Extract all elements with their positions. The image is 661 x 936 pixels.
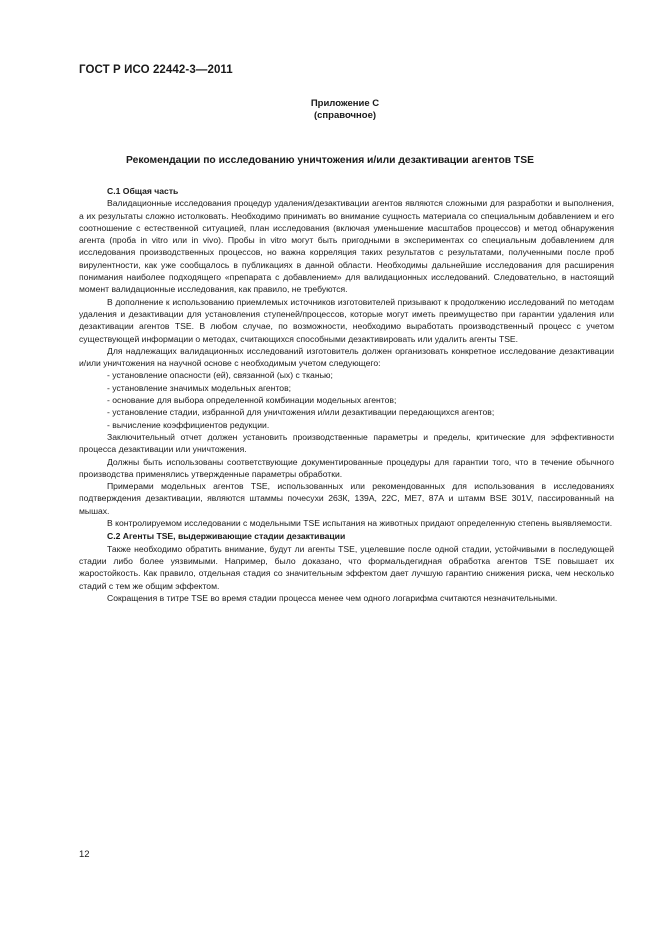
section-heading-c2: С.2 Агенты TSE, выдерживающие стадии дезактивации	[107, 531, 346, 542]
list-item: - установление опасности (ей), связанной (ых) с тканью;	[107, 370, 333, 381]
list-item: - установление значимых модельных агентов;	[107, 382, 292, 393]
annex-title: Приложение С	[310, 98, 380, 109]
paragraph: В дополнение к использованию приемлемых источников изготовителей призывают к продолжению исследований по методам удаления и дезактивации для установления ступеней/процессов, которые могут иметь преимущество при гарантии удаления или дезактивации агентов TSE. В любом случае, по возможности, необходимо выработать производственный процесс с учетом существующей информации о методах, считающихся способными дезактивировать или удалить агенты TSE.	[79, 296, 614, 344]
paragraph: Должны быть использованы соответствующие документированные процедуры для гарантии того, что в течение обычного производства применялись утвержденные параметры обработки.	[79, 456, 614, 479]
document-title: Рекомендации по исследованию уничтожения и/или дезактивации агентов TSE	[126, 155, 534, 166]
section-heading-c1: С.1 Общая часть	[107, 186, 179, 196]
paragraph: Сокращения в титре TSE во время стадии процесса менее чем одного логарифма считаются незначительными.	[107, 592, 558, 603]
standard-header: ГОСТ Р ИСО 22442-3—2011	[79, 64, 233, 76]
paragraph: Примерами модельных агентов TSE, использованных или рекомендованных для использования в исследованиях подтверждения дезактивации, являются штаммы почесухи 263К, 139А, 22С, МЕ7, 87А и штамм BSE 301V, пассированный на мышах.	[79, 481, 614, 516]
list-item: - вычисление коэффициентов редукции.	[107, 419, 270, 430]
paragraph: В контролируемом исследовании с модельными TSE испытания на животных придают определенную степень выявляемости.	[107, 518, 613, 529]
annex-heading	[300, 98, 390, 122]
paragraph: Валидационные исследования процедур удаления/дезактивации агентов являются сложными для разработки и выполнения, а их результаты сложно истолковать. Необходимо принимать во внимание сущность материала со специальным добавлением и его соотношение с естественной ситуацией, план исследования (включая уменьшение масштабов процессов) и метод обнаружения агента (проба in vitro или in vivo). Пробы in vitro могут быть пригодными в экспериментах со специальным добавлением для исследования производственных процессов, но важна корреляция таких результатов с результатами, полученными после проб вирулентности, как уже сообщалось в публикациях в данной области. Необходимы дальнейшие исследования для расширения понимания наиболее подходящего «препарата с добавлением» для валидационных исследований. Следовательно, в настоящий момент валидационные исследования, как правило, не требуются.	[79, 198, 614, 295]
list-item: - установление стадии, избранной для уничтожения и/или дезактивации передающихся агентов;	[107, 407, 495, 418]
page-number: 12	[79, 849, 90, 860]
paragraph: Заключительный отчет должен установить производственные параметры и пределы, критические для эффективности процесса дезактивации или уничтожения.	[79, 431, 614, 455]
annex-note: (справочное)	[313, 110, 377, 121]
list-item: - основание для выбора определенной комбинации модельных агентов;	[107, 395, 397, 406]
document-body	[79, 184, 614, 604]
paragraph: Также необходимо обратить внимание, будут ли агенты TSE, уцелевшие после одной стадии, устойчивыми в последующей стадии либо более уязвимыми. Например, было доказано, что формальдегидная обработка агентов TSE повышает их жаростойкость. Как правило, отдельная стадия со значительным эффектом дает лучшую гарантию снижения риска, чем несколько стадий с тем же общим эффектом.	[79, 543, 614, 591]
paragraph: Для надлежащих валидационных исследований изготовитель должен организовать конкретное исследование дезактивации и/или уничтожения на научной основе с необходимым учетом следующего:	[79, 345, 614, 369]
